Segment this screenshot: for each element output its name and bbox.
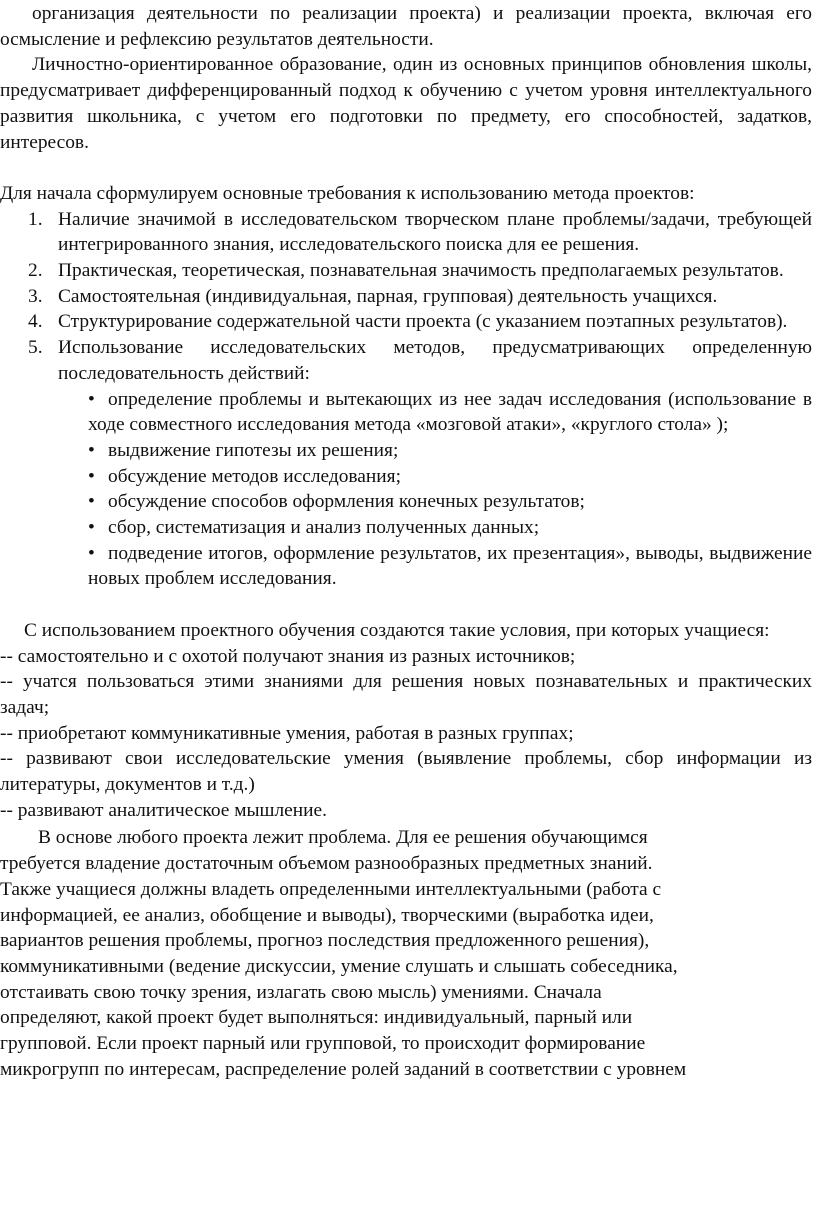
condition-item: -- приобретают коммуникативные умения, работая в разных группах; [0, 722, 574, 744]
step-text: определение проблемы и вытекающих из нее задач исследования (использование в ходе совместного исследования метода «мозговой атаки», «круглого стола» ); [88, 388, 812, 436]
condition-item: -- развивают свои исследовательские умения (выявление проблемы, сбор информации из литературы, документов и т.д.) [0, 748, 812, 796]
intro-paragraph: Личностно-ориентированное образование, один из основных принципов обновления школы, предусматривает дифференцированный подход к обучению с учетом уровня интеллектуального развития школьника, с учетом его подготовки по предмету, его способностей, задатков, интересов. [0, 54, 812, 153]
step-text: подведение итогов, оформление результатов, их презентация», выводы, выдвижение новых проблем исследования. [88, 542, 812, 590]
bullet-icon: • [88, 465, 95, 487]
list-item [0, 387, 812, 438]
list-item-text: Самостоятельная (индивидуальная, парная, групповая) деятельность учащихся. [58, 285, 718, 307]
list-item [0, 335, 812, 386]
closing-line: информацией, ее анализ, обобщение и выводы), творческими (выработка идеи, [0, 904, 654, 926]
list-item [0, 258, 812, 284]
paragraph-gap [0, 155, 812, 181]
closing-line: отстаивать свою точку зрения, излагать свою мысль) умениями. Сначала [0, 981, 602, 1003]
list-item-text: Использование исследовательских методов, предусматривающих определенную последовательность действий: [58, 337, 812, 384]
list-item [0, 489, 812, 515]
step-text: обсуждение методов исследования; [108, 465, 401, 487]
step-text: обсуждение способов оформления конечных результатов; [108, 491, 585, 513]
list-number: 1. [28, 208, 43, 230]
list-item [0, 541, 812, 592]
list-number: 3. [28, 285, 43, 307]
list-item [0, 464, 812, 490]
closing-line: вариантов решения проблемы, прогноз последствия предложенного решения), [0, 930, 650, 952]
condition-item: -- учатся пользоваться этими знаниями для решения новых познавательных и практических задач; [0, 671, 812, 718]
list-item [0, 284, 812, 310]
closing-line: групповой. Если проект парный или групповой, то происходит формирование [0, 1033, 646, 1055]
closing-line: Также учащиеся должны владеть определенными интеллектуальными (работа с [0, 878, 662, 900]
step-text: сбор, систематизация и анализ полученных данных; [108, 517, 540, 539]
document-page [0, 1, 812, 1083]
list-number: 5. [28, 337, 43, 359]
condition-item: -- развивают аналитическое мышление. [0, 799, 327, 821]
paragraph-gap [0, 592, 812, 618]
list-item [0, 207, 812, 258]
closing-line: В основе любого проекта лежит проблема. Для ее решения обучающимся [38, 827, 648, 849]
bullet-icon: • [88, 542, 95, 564]
list-item [0, 438, 812, 464]
list-number: 2. [28, 260, 43, 282]
research-steps-list [0, 387, 812, 593]
closing-line: требуется владение достаточным объемом разнообразных предметных знаний. [0, 853, 653, 875]
bullet-icon: • [88, 388, 95, 410]
closing-line: коммуникативными (ведение дискуссии, умение слушать и слышать собеседника, [0, 955, 678, 977]
list-item-text: Наличие значимой в исследовательском творческом плане проблемы/задачи, требующей интегрированного знания, исследовательского поиска для ее решения. [58, 208, 812, 256]
requirements-list [0, 207, 812, 387]
list-item [0, 515, 812, 541]
list-item-text: Структурирование содержательной части проекта (с указанием поэтапных результатов). [58, 311, 788, 333]
closing-line: определяют, какой проект будет выполняться: индивидуальный, парный или [0, 1007, 633, 1029]
conditions-intro: С использованием проектного обучения создаются такие условия, при которых учащиеся: [24, 619, 770, 641]
bullet-icon: • [88, 491, 95, 513]
list-item [0, 309, 812, 335]
bullet-icon: • [88, 517, 95, 539]
closing-line: микрогрупп по интересам, распределение ролей заданий в соответствии с уровнем [0, 1058, 687, 1080]
condition-item: -- самостоятельно и с охотой получают знания из разных источников; [0, 645, 576, 667]
list-item-text: Практическая, теоретическая, познавательная значимость предполагаемых результатов. [58, 260, 784, 282]
closing-paragraph [0, 823, 812, 1082]
list-number: 4. [28, 311, 43, 333]
requirements-heading: Для начала сформулируем основные требования к использованию метода проектов: [0, 182, 695, 204]
step-text: выдвижение гипотезы их решения; [108, 439, 399, 461]
intro-continuation: организация деятельности по реализации проекта) и реализации проекта, включая его осмысление и рефлексию результатов деятельности. [0, 3, 812, 50]
bullet-icon: • [88, 439, 95, 461]
